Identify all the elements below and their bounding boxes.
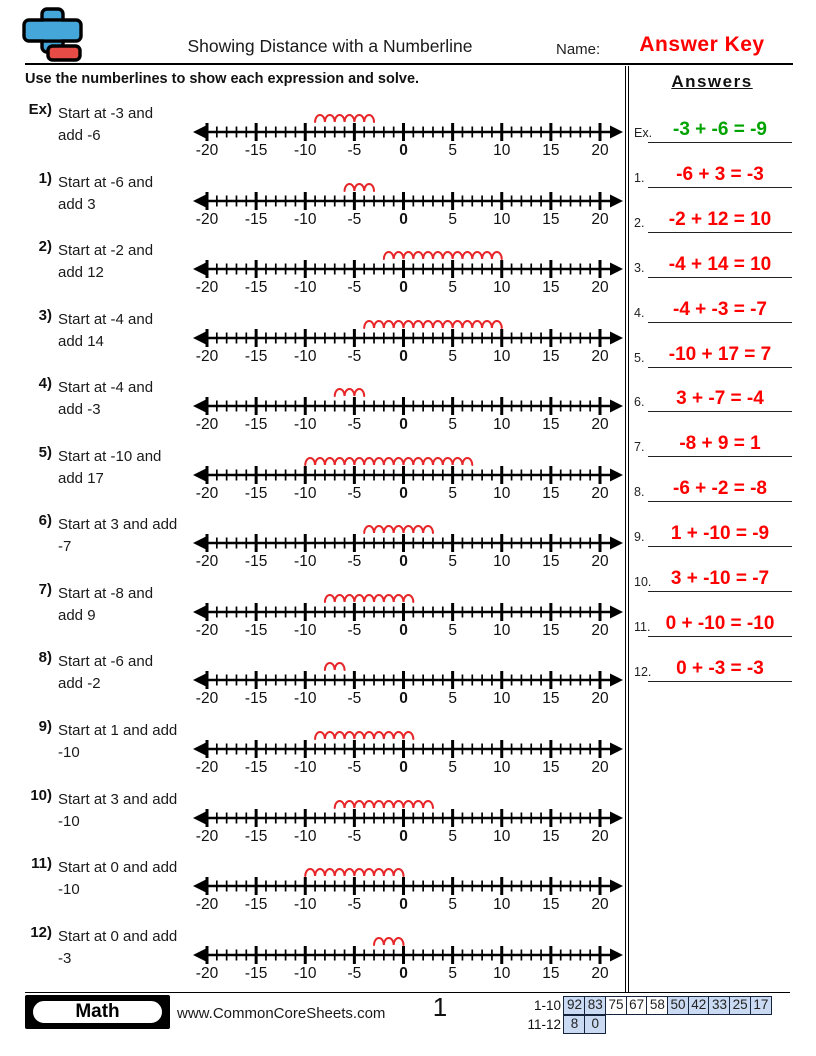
answer-blank-line [648, 546, 792, 547]
svg-text:-5: -5 [347, 964, 362, 982]
answer-value: -6 + 3 = -3 [676, 163, 764, 185]
svg-text:15: 15 [542, 553, 560, 571]
grade-cell: 50 [667, 996, 689, 1015]
svg-text:-15: -15 [244, 827, 268, 845]
grade-cell: 25 [729, 996, 751, 1015]
svg-text:-20: -20 [195, 621, 219, 639]
problem-number: 7) [38, 580, 52, 598]
hop-arcs [374, 938, 403, 945]
svg-text:-10: -10 [294, 896, 317, 914]
svg-text:5: 5 [448, 279, 457, 297]
name-label: Name: [556, 41, 601, 58]
svg-text:-20: -20 [195, 279, 219, 297]
svg-text:5: 5 [448, 210, 457, 228]
svg-text:10: 10 [493, 416, 511, 434]
svg-text:-10: -10 [294, 621, 317, 639]
problem-text: Start at 3 and add -10 [58, 790, 178, 830]
answer-number: 3. [634, 260, 645, 275]
svg-text:-20: -20 [195, 484, 219, 502]
svg-text:15: 15 [542, 416, 560, 434]
svg-text:-20: -20 [195, 827, 219, 845]
hop-arcs [364, 321, 502, 328]
grade-cell: 42 [688, 996, 710, 1015]
instruction-text: Use the numberlines to show each expression and solve. [25, 71, 420, 87]
numberline [190, 507, 626, 573]
svg-text:-15: -15 [244, 553, 268, 571]
svg-text:-5: -5 [347, 484, 362, 502]
problem-row [0, 507, 625, 573]
answer-item [632, 238, 792, 278]
svg-text:-10: -10 [294, 279, 317, 297]
answers-column-divider [625, 66, 629, 993]
svg-text:-20: -20 [195, 347, 219, 365]
grade-row [518, 1015, 793, 1034]
svg-text:-20: -20 [195, 142, 219, 159]
svg-text:-5: -5 [347, 758, 362, 776]
svg-text:5: 5 [448, 553, 457, 571]
answer-blank-line [648, 322, 792, 323]
svg-text:15: 15 [542, 827, 560, 845]
svg-text:0: 0 [399, 553, 408, 571]
svg-text:-10: -10 [294, 416, 317, 434]
svg-text:5: 5 [448, 142, 457, 159]
svg-text:5: 5 [448, 964, 457, 982]
answer-value: -4 + -3 = -7 [673, 298, 767, 320]
website-link[interactable]: www.CommonCoreSheets.com [177, 1005, 386, 1022]
problem-text: Start at 3 and add -7 [58, 516, 178, 556]
answer-blank-line [648, 142, 792, 143]
problem-row [0, 644, 625, 710]
svg-text:5: 5 [448, 896, 457, 914]
problem-text: Start at -6 and add 3 [58, 173, 154, 213]
numberline [190, 233, 626, 299]
svg-text:-10: -10 [294, 484, 317, 502]
svg-text:-5: -5 [347, 416, 362, 434]
answer-value: -2 + 12 = 10 [668, 208, 772, 230]
svg-text:-15: -15 [244, 416, 268, 434]
svg-text:-20: -20 [195, 690, 219, 708]
grade-cell: 92 [563, 996, 585, 1015]
answer-blank-line [648, 501, 792, 502]
svg-text:0: 0 [399, 758, 408, 776]
problem-text: Start at 0 and add -3 [58, 927, 178, 967]
svg-text:0: 0 [399, 279, 408, 297]
svg-text:10: 10 [493, 210, 511, 228]
grade-row-label: 1-10 [533, 998, 561, 1013]
problem-row [0, 302, 625, 368]
svg-text:15: 15 [542, 896, 560, 914]
grade-row-label: 11-12 [527, 1017, 561, 1032]
svg-text:-20: -20 [195, 896, 219, 914]
answer-item [632, 148, 792, 188]
hop-arcs [305, 458, 472, 465]
svg-text:-10: -10 [294, 758, 317, 776]
problem-text: Start at -6 and add -2 [58, 653, 154, 693]
numberline [190, 782, 626, 848]
hop-arcs [325, 595, 413, 602]
svg-text:15: 15 [542, 210, 560, 228]
answer-number: 1. [634, 170, 645, 185]
problem-row [0, 919, 625, 985]
answer-blank-line [648, 411, 792, 412]
problem-number: 1) [38, 169, 52, 187]
svg-text:-5: -5 [347, 210, 362, 228]
numberline [190, 850, 626, 916]
svg-text:10: 10 [493, 827, 511, 845]
answer-number: 7. [634, 440, 645, 455]
svg-text:10: 10 [493, 896, 511, 914]
svg-text:-10: -10 [294, 964, 317, 982]
svg-text:15: 15 [542, 690, 560, 708]
svg-text:0: 0 [399, 621, 408, 639]
answer-item [632, 372, 792, 412]
problem-text: Start at -2 and add 12 [58, 242, 154, 282]
svg-text:5: 5 [448, 690, 457, 708]
grade-cell: 75 [605, 996, 627, 1015]
answer-number: 9. [634, 530, 645, 545]
svg-text:15: 15 [542, 758, 560, 776]
svg-text:-15: -15 [244, 964, 268, 982]
problem-number: 11) [31, 855, 52, 873]
svg-text:10: 10 [493, 142, 511, 159]
answer-number: Ex. [634, 126, 653, 140]
svg-text:0: 0 [399, 347, 408, 365]
svg-text:15: 15 [542, 279, 560, 297]
svg-text:15: 15 [542, 964, 560, 982]
svg-text:20: 20 [591, 210, 609, 228]
numberline [190, 439, 626, 505]
svg-text:-15: -15 [244, 758, 268, 776]
problem-row [0, 96, 625, 162]
numberline [190, 96, 626, 162]
answer-number: 6. [634, 395, 645, 410]
grade-cell: 0 [584, 1015, 606, 1034]
svg-text:20: 20 [591, 553, 609, 571]
svg-text:-5: -5 [347, 896, 362, 914]
answer-item [632, 462, 792, 502]
problem-text: Start at -8 and add 9 [58, 584, 154, 624]
svg-text:5: 5 [448, 758, 457, 776]
answer-value: -6 + -2 = -8 [673, 478, 767, 500]
problem-number: 8) [38, 649, 52, 667]
problem-row [0, 165, 625, 231]
problem-text: Start at -10 and add 17 [58, 447, 162, 487]
subject-label: Math [31, 999, 164, 1025]
svg-text:0: 0 [399, 210, 408, 228]
answer-item [632, 507, 792, 547]
answer-number: 12. [634, 664, 652, 679]
numberline [190, 919, 626, 985]
svg-text:0: 0 [399, 827, 408, 845]
answer-blank-line [648, 456, 792, 457]
problem-number: 4) [38, 375, 52, 393]
problem-row [0, 439, 625, 505]
svg-text:-5: -5 [347, 553, 362, 571]
answer-number: 10. [634, 575, 652, 589]
svg-text:10: 10 [493, 758, 511, 776]
answer-number: 8. [634, 485, 645, 500]
answer-blank-line [648, 277, 792, 278]
svg-text:15: 15 [542, 621, 560, 639]
answer-item [632, 328, 792, 368]
svg-text:-20: -20 [195, 210, 219, 228]
answer-blank-line [648, 367, 792, 368]
svg-text:20: 20 [591, 484, 609, 502]
svg-text:-15: -15 [244, 484, 268, 502]
svg-text:20: 20 [591, 142, 609, 159]
svg-text:-15: -15 [244, 690, 268, 708]
answer-item [632, 552, 792, 592]
answer-value: 3 + -7 = -4 [676, 388, 764, 410]
answer-blank-line [648, 636, 792, 637]
answers-column [632, 0, 792, 1000]
svg-text:-10: -10 [294, 553, 317, 571]
svg-text:0: 0 [399, 142, 408, 159]
svg-text:-10: -10 [294, 347, 317, 365]
hop-arcs [335, 800, 433, 807]
svg-text:-5: -5 [347, 621, 362, 639]
svg-text:-10: -10 [294, 142, 317, 159]
svg-text:5: 5 [448, 621, 457, 639]
numberline [190, 165, 626, 231]
svg-text:10: 10 [493, 279, 511, 297]
grading-table [518, 996, 793, 1034]
svg-text:-15: -15 [244, 621, 268, 639]
grade-cell: 17 [750, 996, 772, 1015]
answer-value: -8 + 9 = 1 [679, 433, 761, 455]
problem-row [0, 233, 625, 299]
problem-text: Start at -4 and add -3 [58, 379, 154, 419]
problem-text: Start at -4 and add 14 [58, 310, 154, 350]
grade-cell: 67 [626, 996, 648, 1015]
svg-text:-15: -15 [244, 347, 268, 365]
problem-number: 3) [38, 306, 52, 324]
svg-text:-15: -15 [244, 210, 268, 228]
answer-number: 5. [634, 350, 645, 365]
svg-text:5: 5 [448, 416, 457, 434]
svg-text:-20: -20 [195, 964, 219, 982]
svg-text:20: 20 [591, 758, 609, 776]
answer-value: 3 + -10 = -7 [670, 568, 770, 589]
svg-text:-5: -5 [347, 142, 362, 159]
svg-text:15: 15 [542, 484, 560, 502]
page-title: Showing Distance with a Numberline [187, 36, 473, 56]
svg-text:5: 5 [448, 484, 457, 502]
svg-text:10: 10 [493, 690, 511, 708]
hop-arcs [384, 252, 502, 259]
svg-text:-10: -10 [294, 827, 317, 845]
answer-blank-line [648, 681, 792, 682]
problem-row [0, 370, 625, 436]
answer-item [632, 597, 792, 637]
svg-text:-5: -5 [347, 827, 362, 845]
problem-text: Start at 0 and add -10 [58, 859, 178, 899]
answer-item [632, 642, 792, 682]
problem-number: 12) [30, 923, 52, 941]
svg-text:15: 15 [542, 142, 560, 159]
answer-value: -10 + 17 = 7 [668, 343, 772, 365]
svg-text:-5: -5 [347, 690, 362, 708]
svg-text:5: 5 [448, 347, 457, 365]
svg-text:10: 10 [493, 347, 511, 365]
hop-arcs [315, 732, 413, 739]
svg-text:5: 5 [448, 827, 457, 845]
answer-item [632, 103, 792, 143]
numberline [190, 302, 626, 368]
answer-number: 2. [634, 215, 645, 230]
numberline [190, 576, 626, 642]
grade-row [518, 996, 793, 1015]
answer-item [632, 283, 792, 323]
svg-text:20: 20 [591, 416, 609, 434]
grade-cell: 33 [708, 996, 730, 1015]
answer-blank-line [648, 187, 792, 188]
svg-text:-10: -10 [294, 210, 317, 228]
hop-arcs [325, 663, 345, 670]
svg-text:0: 0 [399, 690, 408, 708]
problem-number: 6) [38, 512, 52, 530]
grade-cell: 8 [563, 1015, 585, 1034]
problem-number: 5) [38, 443, 52, 461]
svg-text:0: 0 [399, 896, 408, 914]
grade-cell: 83 [584, 996, 606, 1015]
footer-divider [25, 992, 790, 993]
numberline [190, 644, 626, 710]
problem-number: Ex) [28, 101, 52, 118]
numberline [190, 370, 626, 436]
subject-banner [25, 995, 170, 1029]
svg-text:10: 10 [493, 964, 511, 982]
svg-text:10: 10 [493, 484, 511, 502]
problem-text: Start at 1 and add -10 [58, 721, 178, 761]
problem-row [0, 782, 625, 848]
problem-row [0, 850, 625, 916]
hop-arcs [315, 115, 374, 122]
svg-text:10: 10 [493, 621, 511, 639]
svg-text:-5: -5 [347, 347, 362, 365]
svg-text:-20: -20 [195, 758, 219, 776]
answer-value: 0 + -3 = -3 [676, 657, 764, 679]
answer-value: -4 + 14 = 10 [668, 253, 772, 275]
svg-text:-20: -20 [195, 416, 219, 434]
svg-text:20: 20 [591, 827, 609, 845]
answer-blank-line [648, 591, 792, 592]
answer-number: 11. [634, 619, 651, 634]
answer-number: 4. [634, 305, 645, 320]
hop-arcs [305, 869, 403, 876]
hop-arcs [345, 184, 374, 191]
svg-text:-20: -20 [195, 553, 219, 571]
svg-text:-5: -5 [347, 279, 362, 297]
svg-text:10: 10 [493, 553, 511, 571]
svg-text:-15: -15 [244, 142, 268, 159]
answer-blank-line [648, 232, 792, 233]
commoncoresheets-plus-minus-logo-icon [20, 6, 84, 64]
svg-text:-15: -15 [244, 279, 268, 297]
svg-text:15: 15 [542, 347, 560, 365]
hop-arcs [364, 526, 433, 533]
answer-value: 0 + -10 = -10 [665, 612, 775, 634]
svg-text:20: 20 [591, 896, 609, 914]
problem-number: 2) [38, 238, 52, 256]
page-number: 1 [432, 992, 448, 1022]
answer-value: 1 + -10 = -9 [670, 523, 770, 545]
svg-text:20: 20 [591, 347, 609, 365]
problem-text: Start at -3 and add -6 [58, 105, 154, 144]
svg-text:-10: -10 [294, 690, 317, 708]
problem-number: 9) [38, 717, 52, 735]
answer-key-label: Answer Key [639, 33, 765, 56]
problem-number: 10) [30, 786, 52, 804]
svg-text:20: 20 [591, 964, 609, 982]
hop-arcs [335, 389, 364, 396]
svg-text:20: 20 [591, 621, 609, 639]
answer-value: -3 + -6 = -9 [673, 119, 767, 140]
grade-cell: 58 [646, 996, 668, 1015]
svg-text:-15: -15 [244, 896, 268, 914]
numberline [190, 713, 626, 779]
svg-text:20: 20 [591, 279, 609, 297]
svg-text:0: 0 [399, 416, 408, 434]
answers-heading: Answers [671, 72, 753, 91]
problem-row [0, 713, 625, 779]
answer-item [632, 193, 792, 233]
svg-text:20: 20 [591, 690, 609, 708]
problem-row [0, 576, 625, 642]
svg-text:0: 0 [399, 484, 408, 502]
svg-text:0: 0 [399, 964, 408, 982]
answer-item [632, 417, 792, 457]
